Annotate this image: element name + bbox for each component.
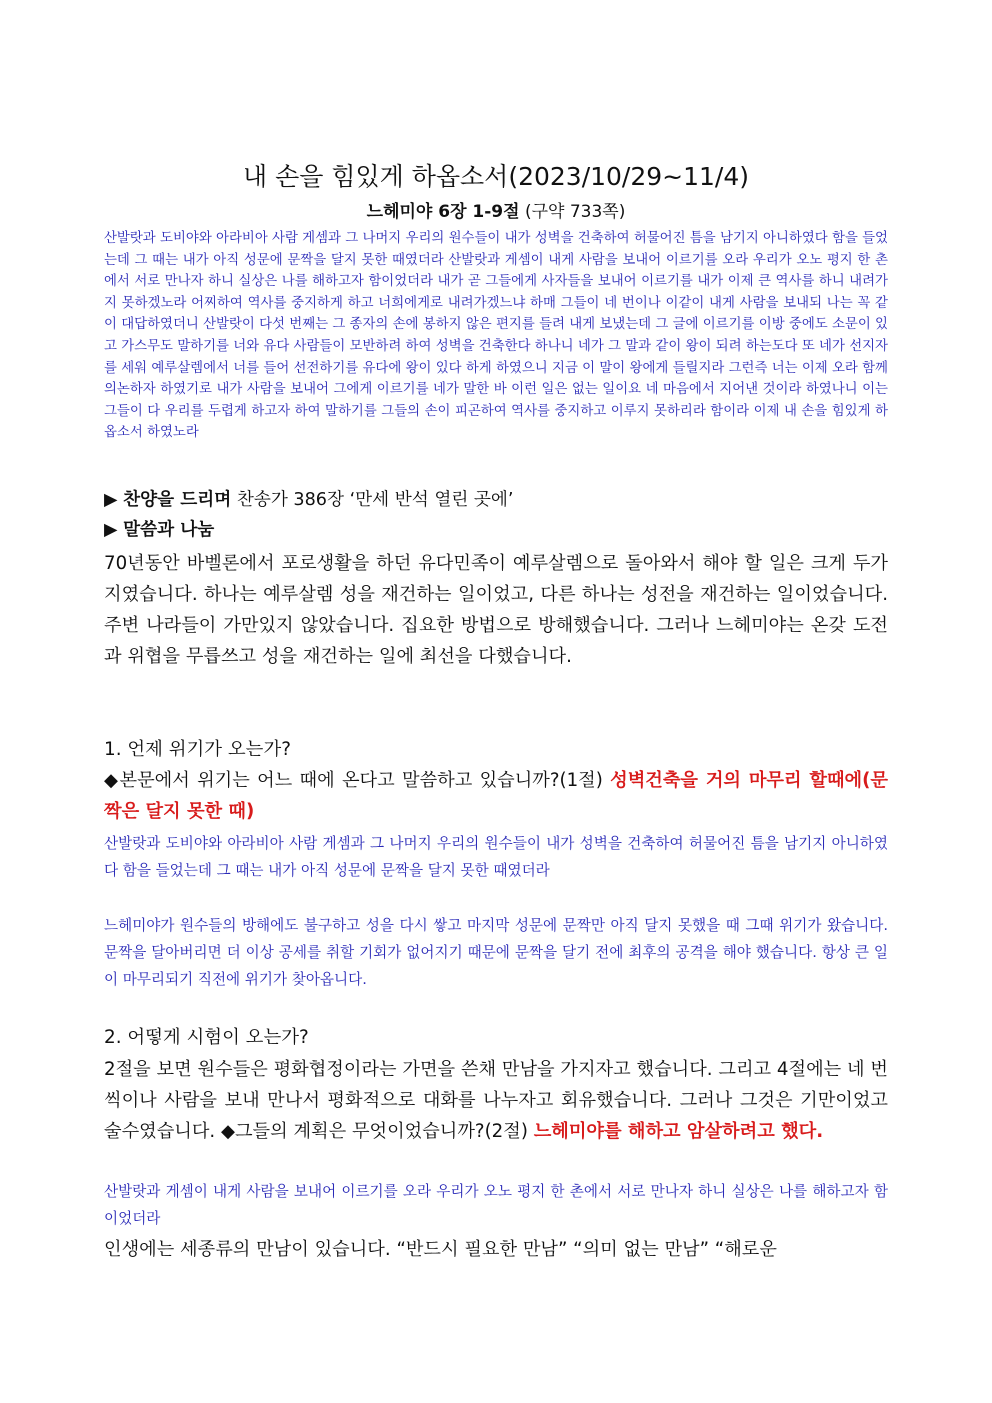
- hymn-title: 찬송가 386장 ‘만세 반석 열린 곳에’: [231, 490, 514, 510]
- praise-label: 찬양을 드리며: [123, 490, 232, 510]
- section2-text: 2절을 보면 원수들은 평화협정이라는 가면을 쓴채 만남을 가지자고 했습니다. 그리고 4절에는 네 번씩이나 사람을 보내 만나서 평화적으로 대화를 나누자고 회유했습니다. 그러나 그것은 기만이었고 술수였습니다.: [104, 1059, 888, 1142]
- page-reference: (구약 733쪽): [519, 202, 626, 222]
- answer-text: 느헤미야를 해하고 암살하려고 했다.: [533, 1121, 824, 1142]
- section2-paragraph: [104, 1054, 888, 1147]
- triangle-marker-icon: ▶: [104, 490, 124, 510]
- answer-text: 성벽건축을 거의 마무리 할때에(문짝은 달지 못한 때): [104, 770, 889, 822]
- section2-title: 2. 어떻게 시험이 오는가?: [104, 1027, 309, 1048]
- sharing-label: 말씀과 나눔: [123, 520, 215, 540]
- section1-heading: [104, 736, 888, 764]
- scripture-passage: 산발랏과 도비야와 아라비아 사람 게셈과 그 나머지 우리의 원수들이 내가 성벽을 건축하여 허물어진 틈을 남기지 아니하였다 함을 들었는데 그 때는 내가 아직 성문에 문짝을 달지 못한 때였더라 산발랏과 게셈이 내게 사람을 보내어 이르기를 오라 우리가 오노 평지 한 촌에서 서로 만나자 하니 실상은 나를 해하고자 함이었더라 내가 곧 그들에게 사자들을 보내어 이르기를 내가 이제 큰 역사를 하니 내려가지 못하겠노라 어찌하여 역사를 중지하게 하고 너희에게로 내려가겠느냐 하매 그들이 네 번이나 이같이 내게 사람을 보내되 나는 꼭 같이 대답하였더니 산발랏이 다섯 번째는 그 종자의 손에 봉하지 않은 편지를 들려 내게 보냈는데 그 글에 이르기를 이방 중에도 소문이 있고 가스무도 말하기를 너와 유다 사람들이 모반하려 하여 성벽을 건축한다 하나니 네가 그 말과 같이 왕이 되려 하는도다 또 네가 선지자를 세워 예루살렘에서 너를 들어 선전하기를 유다에 왕이 있다 하게 하였으니 지금 이 말이 왕에게 들릴지라 그런즉 너는 이제 오라 함께 의논하자 하였기로 내가 사람을 보내어 그에게 이르기를 네가 말한 바 이런 일은 없는 일이요 네 마음에서 지어낸 것이라 하였나니 이는 그들이 다 우리를 두렵게 하고자 하여 말하기를 그들의 손이 피곤하여 역사를 중지하고 이루지 못하리라 함이라 이제 내 손을 힘있게 하옵소서 하였노라: [104, 231, 888, 441]
- closing-paragraph: 인생에는 세종류의 만남이 있습니다. “반드시 필요한 만남” “의미 없는 만남” “해로운: [104, 1239, 777, 1260]
- section2-verse: 산발랏과 게셈이 내게 사람을 보내어 이르기를 오라 우리가 오노 평지 한 촌에서 서로 만나자 하니 실상은 나를 해하고자 함이었더라: [104, 1183, 888, 1227]
- question-text: ◆그들의 계획은 무엇이었습니까?(2절): [220, 1121, 534, 1142]
- scripture-reference: 느헤미야 6장 1-9절: [366, 202, 520, 222]
- triangle-marker-icon: ▶: [104, 520, 124, 540]
- question-text: ◆본문에서 위기는 어느 때에 온다고 말씀하고 있습니까?(1절): [104, 770, 611, 791]
- intro-paragraph: 70년동안 바벨론에서 포로생활을 하던 유다민족이 예루살렘으로 돌아와서 해야 할 일은 크게 두가지였습니다. 하나는 예루살렘 성을 재건하는 일이었고, 다른 하나는 성전을 재건하는 일이었습니다. 주변 나라들이 가만있지 않았습니다. 집요한 방법으로 방해했습니다. 그러나 느헤미야는 온갖 도전과 위협을 무릅쓰고 성을 재건하는 일에 최선을 다했습니다.: [104, 553, 888, 667]
- section1-question: [104, 765, 888, 827]
- section1-title: 1. 언제 위기가 오는가?: [104, 739, 291, 760]
- section1-explanation: 느헤미야가 원수들의 방해에도 불구하고 성을 다시 쌓고 마지막 성문에 문짝만 아직 달지 못했을 때 그때 위기가 왔습니다. 문짝을 달아버리면 더 이상 공세를 취할 기회가 없어지기 때문에 문짝을 달기 전에 최후의 공격을 해야 했습니다. 항상 큰 일이 마무리되기 직전에 위기가 찾아옵니다.: [104, 917, 888, 988]
- sharing-heading: [104, 516, 888, 544]
- page-subtitle: [0, 200, 992, 224]
- page-title: 내 손을 힘있게 하옵소서(2023/10/29~11/4): [242, 162, 750, 191]
- section1-verse: 산발랏과 도비야와 아라비아 사람 게셈과 그 나머지 우리의 원수들이 내가 성벽을 건축하여 허물어진 틈을 남기지 아니하였다 함을 들었는데 그 때는 내가 아직 성문에 문짝을 달지 못한 때였더라: [104, 835, 888, 879]
- praise-heading: [104, 486, 888, 514]
- section2-heading: [104, 1024, 888, 1052]
